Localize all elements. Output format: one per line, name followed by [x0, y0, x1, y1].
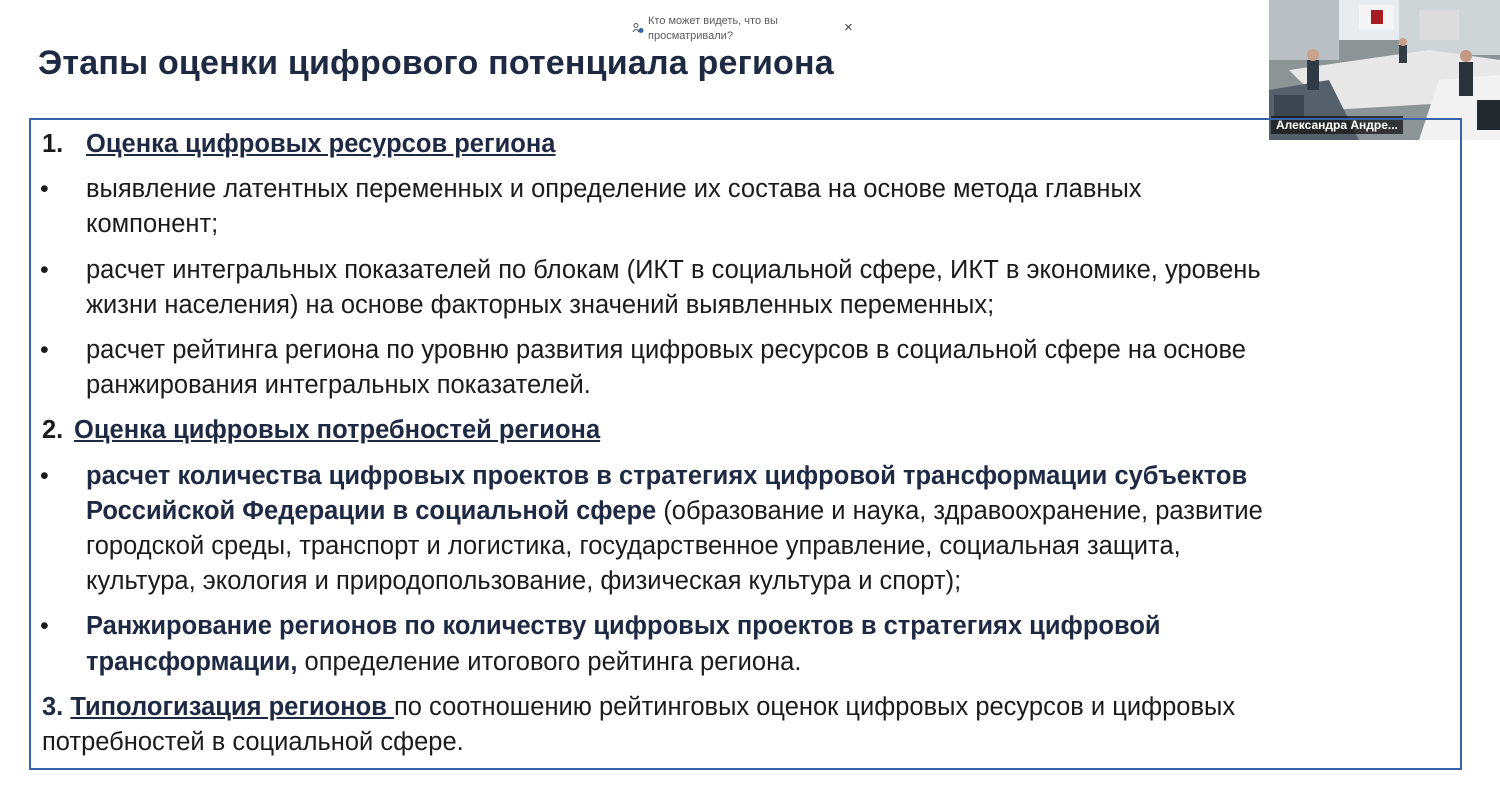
bullet-icon: •	[40, 336, 49, 364]
privacy-notice	[630, 12, 870, 46]
section-1-number: 1.	[42, 130, 64, 158]
s2-bullet1-line1: расчет количества цифровых проектов в стратегиях цифровой трансформации субъектов	[86, 462, 1248, 490]
section-3-line1	[42, 690, 1235, 725]
section-3-line2: потребностей в социальной сфере.	[42, 728, 464, 756]
s2-bullet1-line4: культура, экология и природопользование, физическая культура и спорт);	[86, 567, 962, 595]
s1-bullet2-line1: расчет интегральных показателей по блокам (ИКТ в социальной сфере, ИКТ в экономике, уровень	[86, 256, 1261, 284]
s2-bullet2-line1: Ранжирование регионов по количеству цифровых проектов в стратегиях цифровой	[86, 612, 1161, 640]
s1-bullet2-line2: жизни населения) на основе факторных значений выявленных переменных;	[86, 291, 995, 319]
people-icon	[632, 22, 644, 34]
s2-bullet1-line3: городской среды, транспорт и логистика, государственное управление, социальная защита,	[86, 532, 1181, 560]
privacy-notice-line2: просматривали?	[648, 30, 733, 42]
section-3-number: 3.	[42, 693, 64, 721]
bullet-icon: •	[40, 256, 49, 284]
section-3-heading: Типологизация регионов	[70, 693, 394, 721]
slide-title: Этапы оценки цифрового потенциала региона	[38, 44, 834, 82]
bullet-icon: •	[40, 462, 49, 490]
close-icon[interactable]: ×	[844, 19, 853, 36]
s1-bullet1-line2: компонент;	[86, 210, 219, 238]
s1-bullet3-line1: расчет рейтинга региона по уровню развития цифровых ресурсов в социальной сфере на основе	[86, 336, 1246, 364]
privacy-notice-text[interactable]	[648, 14, 808, 44]
bullet-icon: •	[40, 612, 49, 640]
section-2-heading: Оценка цифровых потребностей региона	[74, 416, 601, 444]
section-3-rest: по соотношению рейтинговых оценок цифровых ресурсов и цифровых	[393, 693, 1236, 721]
s2-bullet2-line2	[86, 645, 801, 680]
privacy-notice-line1: Кто может видеть, что вы	[648, 15, 778, 27]
section-1-heading: Оценка цифровых ресурсов региона	[86, 130, 556, 158]
s1-bullet3-line2: ранжирования интегральных показателей.	[86, 371, 591, 399]
s2-bullet2-line2-bold: трансформации,	[86, 648, 298, 676]
s2-bullet1-line2-rest: (образование и наука, здравоохранение, развитие	[656, 497, 1263, 525]
bullet-icon: •	[40, 175, 49, 203]
s2-bullet1-line2-bold: Российской Федерации в социальной сфере	[86, 497, 657, 525]
s2-bullet1-line2	[86, 494, 1263, 529]
participant-name: Александра Андре...	[1271, 116, 1403, 134]
s2-bullet2-line2-rest: определение итогового рейтинга региона.	[297, 648, 802, 676]
s1-bullet1-line1: выявление латентных переменных и определение их состава на основе метода главных	[86, 175, 1142, 203]
section-2-number: 2.	[42, 416, 64, 444]
